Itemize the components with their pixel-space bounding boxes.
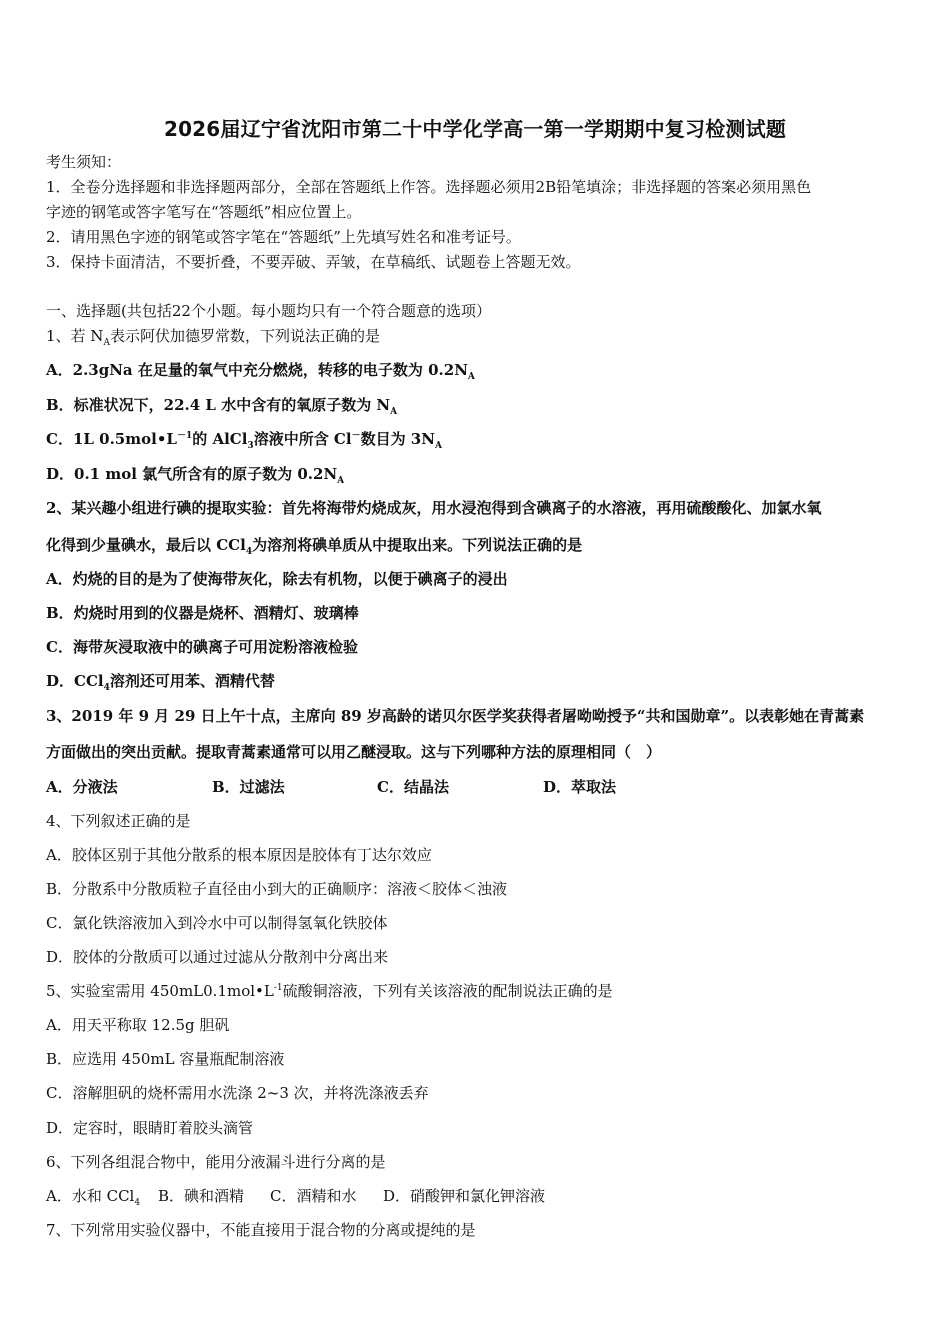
option-c: C．氯化铁溶液加入到冷水中可以制得氢氧化铁胶体 <box>46 914 388 932</box>
option-b: B．过滤法 <box>212 778 285 796</box>
option-a: A．水和 CCl$_4$ <box>46 1187 141 1208</box>
question-stem-cont: 方面做出的突出贡献。提取青蒿素通常可以用乙醚浸取。这与下列哪种方法的原理相同（ ） <box>46 743 662 761</box>
option-b: B．碘和酒精 <box>158 1187 245 1205</box>
option-c: C．溶解胆矾的烧杯需用水洗涤 2~3 次，并将洗涤液丢弃 <box>46 1084 429 1102</box>
option-d: D．萃取法 <box>543 778 617 796</box>
option-b: B．应选用 450mL 容量瓶配制溶液 <box>46 1050 285 1068</box>
option-c: C．1L $0.5mol•L^{-1}$的 AlCl$_3$溶液中所含 Cl－数目为 $3N_A$ <box>46 430 442 451</box>
option-a: A．灼烧的目的是为了使海带灰化，除去有机物，以便于碘离子的浸出 <box>46 570 508 588</box>
question-stem: 4、下列叙述正确的是 <box>46 812 191 830</box>
option-b: B．标准状况下，22.4 L 水中含有的氧原子数为 $N_A$ <box>46 396 398 417</box>
notice-item: 字迹的钢笔或答字笔写在“答题纸”相应位置上。 <box>46 203 362 221</box>
option-b: B．灼烧时用到的仪器是烧杯、酒精灯、玻璃棒 <box>46 604 359 622</box>
option-b: B．分散系中分散质粒子直径由小到大的正确顺序：溶液＜胶体＜浊液 <box>46 880 508 898</box>
option-c: C．酒精和水 <box>270 1187 357 1205</box>
option-a: A．用天平称取 12.5g 胆矾 <box>46 1016 230 1034</box>
question-stem-cont: 化得到少量碘水，最后以 CCl$_4$为溶剂将碘单质从中提取出来。下列说法正确的是 <box>46 536 583 557</box>
notice-item: 2．请用黑色字迹的钢笔或答字笔在“答题纸”上先填写姓名和准考证号。 <box>46 228 521 246</box>
question-stem: 2、某兴趣小组进行碘的提取实验：首先将海带灼烧成灰，用水浸泡得到含碘离子的水溶液，再用硫酸酸化、加氯水氧 <box>46 499 822 517</box>
option-a: A．胶体区别于其他分散系的根本原因是胶体有丁达尔效应 <box>46 846 432 864</box>
question-stem: 7、下列常用实验仪器中，不能直接用于混合物的分离或提纯的是 <box>46 1221 476 1239</box>
option-c: C．海带灰浸取液中的碘离子可用淀粉溶液检验 <box>46 638 358 656</box>
notice-item: 3．保持卡面清洁，不要折叠，不要弄破、弄皱，在草稿纸、试题卷上答题无效。 <box>46 253 581 271</box>
question-stem: 1、若 $N_A$表示阿伏加德罗常数，下列说法正确的是 <box>46 327 380 348</box>
option-a: A．2.3gNa 在足量的氧气中充分燃烧，转移的电子数为 $0.2N_A$ <box>46 361 475 382</box>
option-d: D．胶体的分散质可以通过过滤从分散剂中分离出来 <box>46 948 389 966</box>
notice-item: 1．全卷分选择题和非选择题两部分，全部在答题纸上作答。选择题必须用2B铅笔填涂；非选择题的答案必须用黑色 <box>46 178 812 196</box>
option-d: D．定容时，眼睛盯着胶头滴管 <box>46 1119 254 1137</box>
option-d: D．硝酸钾和氯化钾溶液 <box>383 1187 546 1205</box>
option-d: D．CCl$_4$溶剂还可用苯、酒精代替 <box>46 672 275 693</box>
option-a: A．分液法 <box>46 778 118 796</box>
option-d: D．0.1 mol 氯气所含有的原子数为 $0.2N_A$ <box>46 465 345 486</box>
notice-heading: 考生须知： <box>46 153 122 171</box>
question-stem: 6、下列各组混合物中，能用分液漏斗进行分离的是 <box>46 1153 386 1171</box>
option-c: C．结晶法 <box>377 778 449 796</box>
page-title: 2026届辽宁省沈阳市第二十中学化学高一第一学期期中复习检测试题 <box>163 117 787 141</box>
question-stem: 3、2019 年 9 月 29 日上午十点，主席向 89 岁高龄的诺贝尔医学奖获得者屠呦呦授予“共和国勋章”。以表彰她在青蒿素 <box>46 707 865 725</box>
section-heading: 一、选择题(共包括22个小题。每小题均只有一个符合题意的选项） <box>46 302 491 320</box>
question-stem: 5、实验室需用 $450mL0.1mol•L^{-1}$硫酸铜溶液，下列有关该溶液的配制说法正确的是 <box>46 982 613 1000</box>
